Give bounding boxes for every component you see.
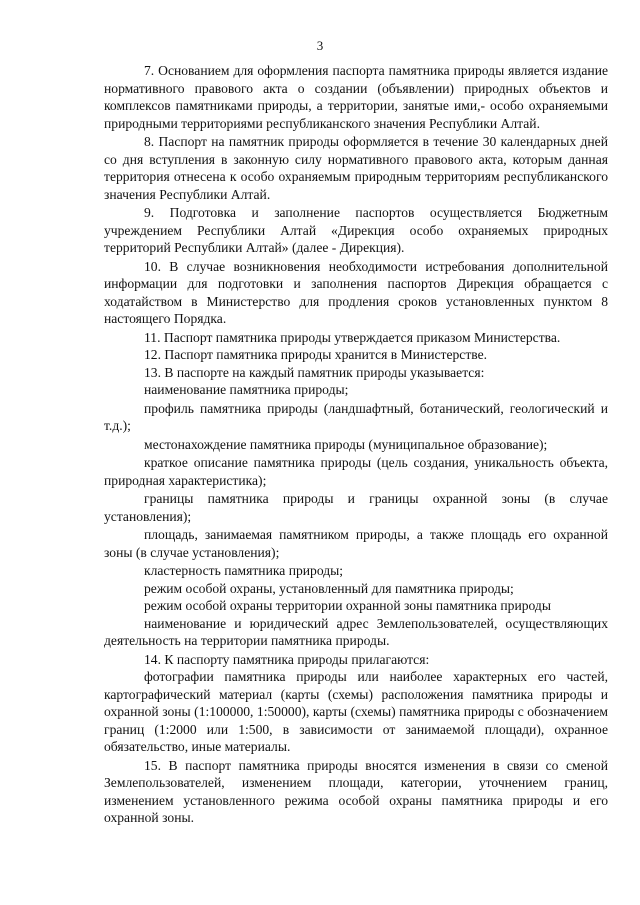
paragraph-15: 15. В паспорт памятника природы вносятся изменения в связи со сменой Землепользователей, изменением площади, категории, уточнением границ, изменением установленного режима особой охраны памятника природы и его охранной зоны. [104,757,608,825]
list-item-protection-regime: режим особой охраны, установленный для памятника природы; [144,580,514,596]
list-item-boundaries: границы памятника природы и границы охранной зоны (в случае установления); [104,491,608,524]
paragraph-11: 11. Паспорт памятника природы утверждается приказом Министерства. [144,329,561,345]
list-item-buffer-zone-regime: режим особой охраны территории охранной зоны памятника природы [144,598,551,613]
paragraph-8: 8. Паспорт на памятник природы оформляется в течение 30 календарных дней со дня вступления в законную силу нормативного правового акта, которым данная территория отнесена к особо охраняемым природным территориям республиканского значения Республики Алтай. [104,134,608,202]
page-number: 3 [316,38,324,53]
paragraph-13: 13. В паспорте на каждый памятник природы указывается: [144,364,485,380]
list-item-clustering: кластерность памятника природы; [144,563,344,578]
paragraph-10: 10. В случае возникновения необходимости истребования дополнительной информации для подготовки и заполнения паспортов Дирекция обращается с ходатайством в Министерство для продления сроков установленных пунктом 8 настоящего Порядка. [104,258,608,326]
paragraph-9: 9. Подготовка и заполнение паспортов осуществляется Бюджетным учреждением Республики Алтай «Дирекция особо охраняемых природных территорий Республики Алтай» (далее - Дирекция). [104,205,608,255]
list-item-description: краткое описание памятника природы (цель создания, уникальность объекта, природная характеристика); [104,455,608,488]
paragraph-7: 7. Основанием для оформления паспорта памятника природы является издание нормативного правового акта о создании (объявлении) природных объектов и комплексов памятниками природы, а территории, занятые ими,- особо охраняемыми природными территориями республиканского значения Республики Алтай. [104,63,608,131]
paragraph-12: 12. Паспорт памятника природы хранится в Министерстве. [144,347,488,362]
list-item-name: наименование памятника природы; [144,382,349,397]
list-item-area: площадь, занимаемая памятником природы, а также площадь его охранной зоны (в случае установления); [104,527,608,560]
list-item-land-users: наименование и юридический адрес Землепользователей, осуществляющих деятельность на территории памятника природы. [104,615,608,648]
list-item-attachments: фотографии памятника природы или наиболее характерных его частей, картографический материал (карты (схемы) расположения памятника природы и охранной зоны (1:100000, 1:50000), карты (схемы) памятника природы с обозначением границ (1:2000 или 1:500, в зависимости от занимаемой площади), охранное обязательство, иные материалы. [104,669,608,754]
paragraph-14: 14. К паспорту памятника природы прилагаются: [144,651,430,667]
list-item-location: местонахождение памятника природы (муниципальное образование); [144,436,548,452]
list-item-profile: профиль памятника природы (ландшафтный, ботанический, геологический и т.д.); [104,400,608,433]
document-body [104,62,608,827]
